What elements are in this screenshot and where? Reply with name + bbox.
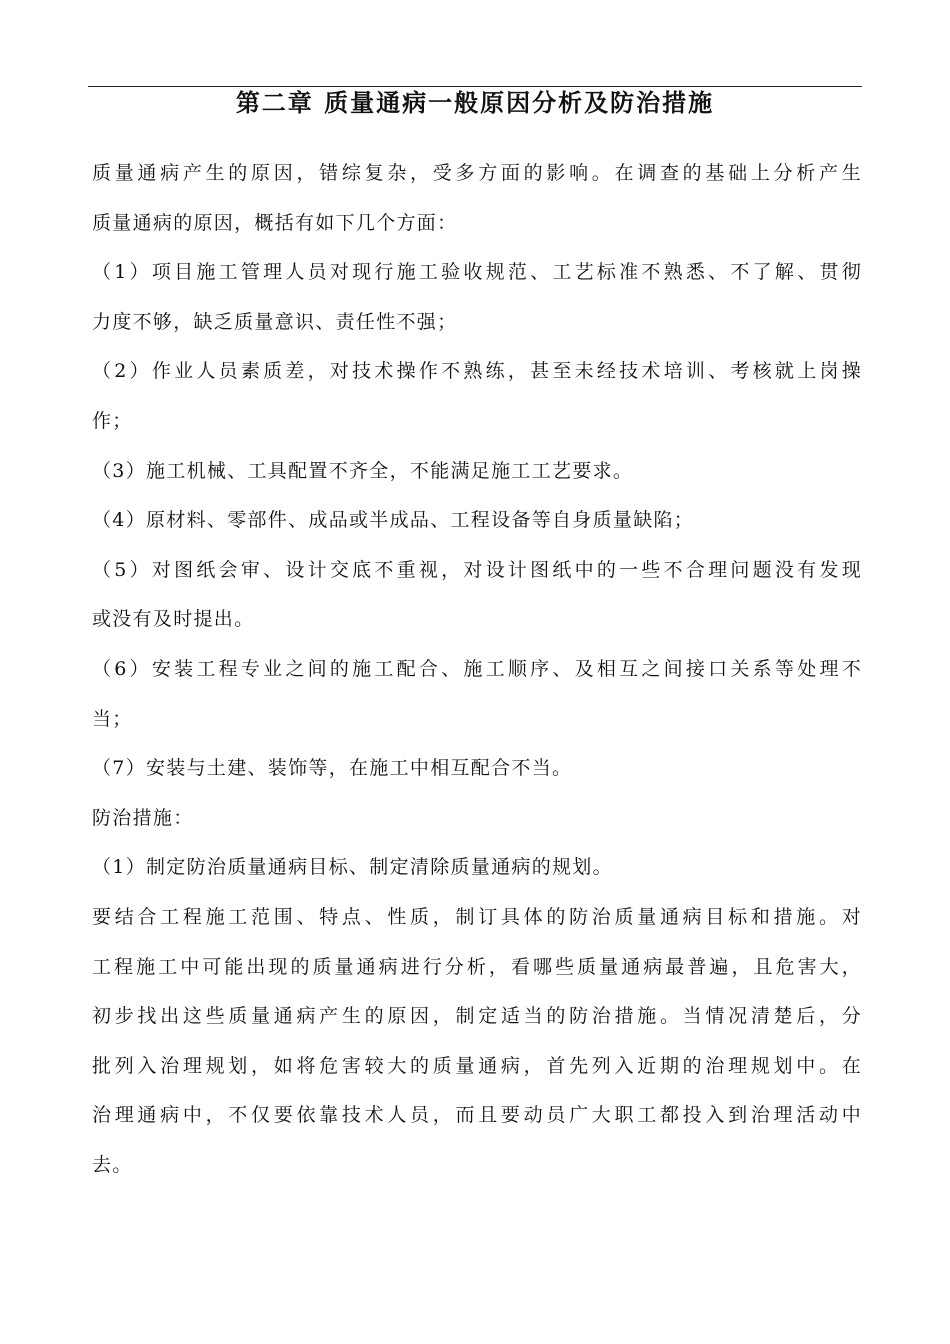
list-item-line: 力度不够，缺乏质量意识、责任性不强； bbox=[92, 310, 458, 333]
list-item-line: （5）对图纸会审、设计交底不重视，对设计图纸中的一些不合理问题没有发现 bbox=[92, 558, 862, 581]
list-item-line: （6）安装工程专业之间的施工配合、施工顺序、及相互之间接口关系等处理不 bbox=[92, 657, 862, 680]
list-item-line: （3）施工机械、工具配置不齐全，不能满足施工工艺要求。 bbox=[92, 459, 634, 482]
document-body bbox=[92, 160, 862, 1201]
list-item-line: 或没有及时提出。 bbox=[92, 608, 255, 631]
paragraph-line: 质量通病的原因，概括有如下几个方面： bbox=[92, 211, 458, 234]
list-item-line: （1）制定防治质量通病目标、制定清除质量通病的规划。 bbox=[92, 856, 613, 879]
paragraph-line: 质量通病产生的原因，错综复杂，受多方面的影响。在调查的基础上分析产生 bbox=[92, 162, 862, 184]
chapter-title: 第二章 质量通病一般原因分析及防治措施 bbox=[235, 88, 715, 117]
list-item-line: （7）安装与土建、装饰等，在施工中相互配合不当。 bbox=[92, 757, 573, 780]
paragraph-line: 要结合工程施工范围、特点、性质，制订具体的防治质量通病目标和措施。对 bbox=[92, 905, 862, 928]
paragraph-line: 初步找出这些质量通病产生的原因，制定适当的防治措施。当情况清楚后，分 bbox=[92, 1005, 862, 1028]
paragraph-line: 批列入治理规划，如将危害较大的质量通病，首先列入近期的治理规划中。在 bbox=[92, 1054, 862, 1077]
list-item-line: 作； bbox=[92, 409, 133, 432]
list-item-line: （1）项目施工管理人员对现行施工验收规范、工艺标准不熟悉、不了解、贯彻 bbox=[92, 261, 862, 284]
list-item-line: （2）作业人员素质差，对技术操作不熟练，甚至未经技术培训、考核就上岗操 bbox=[92, 360, 862, 383]
list-item-line: （4）原材料、零部件、成品或半成品、工程设备等自身质量缺陷； bbox=[92, 509, 695, 532]
paragraph-line: 工程施工中可能出现的质量通病进行分析，看哪些质量通病最普遍，且危害大， bbox=[92, 955, 862, 978]
section-heading: 防治措施： bbox=[92, 806, 194, 829]
header-rule bbox=[88, 86, 862, 87]
list-item-line: 当； bbox=[92, 707, 133, 730]
paragraph-line: 治理通病中，不仅要依靠技术人员，而且要动员广大职工都投入到治理活动中 bbox=[92, 1104, 862, 1127]
paragraph-line: 去。 bbox=[92, 1153, 133, 1176]
